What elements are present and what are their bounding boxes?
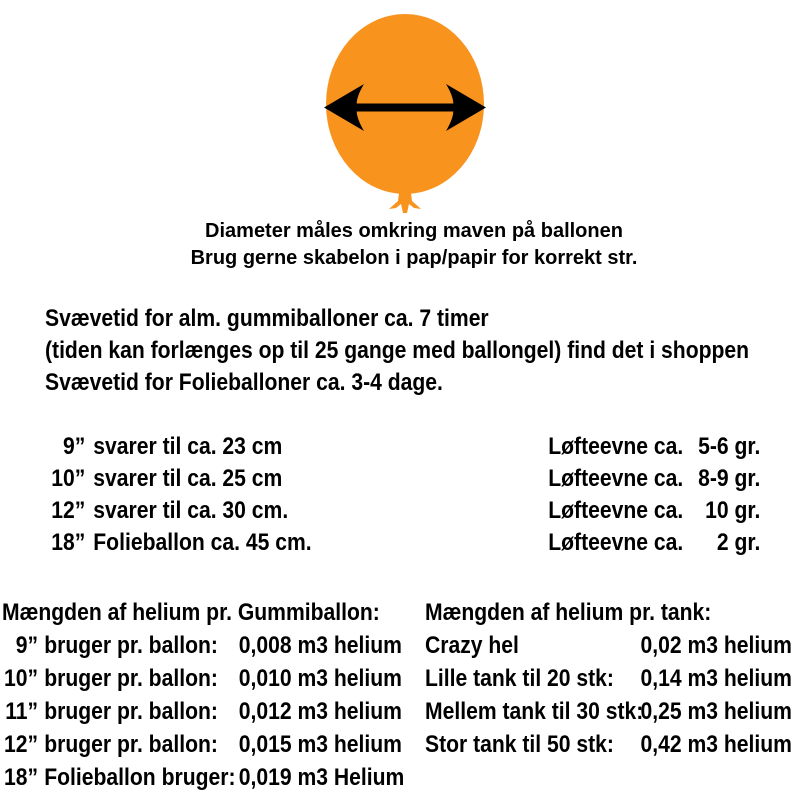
helium-amount: 0,019 m3 Helium: [238, 764, 405, 791]
helium-balloon-row: [2, 695, 416, 728]
float-time-line-3: Svævetid for Folieballoner ca. 3-4 dage.: [45, 369, 443, 396]
balloon-size: 18”: [4, 764, 39, 791]
helium-amount: 0,14 m3 helium: [640, 665, 792, 692]
tank-label: Lille tank til 20 stk:: [425, 665, 614, 692]
tank-label: Stor tank til 50 stk:: [425, 731, 614, 758]
balloon-figure: [322, 6, 488, 214]
size-row: [0, 431, 800, 463]
balloon-size: 11”: [5, 698, 39, 725]
lift-grams: 8-9 gr.: [698, 465, 761, 492]
lift-label: Løfteevne ca.: [548, 465, 684, 492]
balloon-label: bruger pr. ballon:: [44, 632, 218, 659]
helium-tank-row: [425, 728, 792, 761]
caption-line-1: Diameter måles omkring maven på ballonen: [205, 220, 623, 242]
helium-per-balloon-list: [2, 596, 416, 794]
balloon-size: 12”: [4, 731, 39, 758]
helium-tank-row: [425, 629, 792, 662]
helium-tank-row: [425, 695, 792, 728]
size-row: [0, 463, 800, 495]
size-row: [0, 495, 800, 527]
helium-balloon-row: [2, 629, 416, 662]
helium-tank-row: [425, 662, 792, 695]
balloon-label: bruger pr. ballon:: [44, 665, 218, 692]
helium-balloon-row: [2, 728, 416, 761]
helium-amount: 0,02 m3 helium: [640, 632, 792, 659]
helium-per-tank-title: Mængden af helium pr. tank:: [425, 599, 712, 626]
size-desc: Folieballon ca. 45 cm.: [93, 529, 312, 556]
helium-balloon-row: [2, 662, 416, 695]
lift-grams: 2 gr.: [716, 529, 761, 556]
lift-grams: 5-6 gr.: [698, 433, 761, 460]
helium-per-balloon-title: Mængden af helium pr. Gummiballon:: [2, 599, 380, 626]
lift-label: Løfteevne ca.: [548, 497, 684, 524]
size-lift-table: [0, 431, 800, 559]
size-value: 9”: [63, 433, 86, 460]
size-value: 18”: [51, 529, 86, 556]
helium-per-tank-list: [425, 596, 792, 761]
helium-amount: 0,012 m3 helium: [238, 698, 402, 725]
balloon-knot: [389, 193, 421, 213]
helium-amount: 0,015 m3 helium: [238, 731, 402, 758]
balloon-with-diameter-arrow-icon: [322, 6, 488, 214]
balloon-size: 9”: [15, 632, 39, 659]
tank-label: Crazy hel: [425, 632, 519, 659]
size-value: 10”: [51, 465, 86, 492]
float-time-line-1: Svævetid for alm. gummiballoner ca. 7 timer: [45, 305, 489, 332]
float-time-note: [45, 303, 800, 399]
balloon-label: Folieballon bruger:: [44, 764, 236, 791]
tank-label: Mellem tank til 30 stk:: [425, 698, 644, 725]
size-desc: svarer til ca. 30 cm.: [93, 497, 289, 524]
float-time-line-2: (tiden kan forlænges op til 25 gange med ballongel) find det i shoppen: [45, 337, 750, 364]
size-desc: svarer til ca. 25 cm: [93, 465, 283, 492]
diameter-caption: [0, 218, 800, 272]
balloon-label: bruger pr. ballon:: [44, 698, 218, 725]
lift-label: Løfteevne ca.: [548, 529, 684, 556]
helium-amount: 0,42 m3 helium: [640, 731, 792, 758]
size-row: [0, 527, 800, 559]
lift-label: Løfteevne ca.: [548, 433, 684, 460]
helium-amount: 0,008 m3 helium: [238, 632, 402, 659]
lift-grams: 10 gr.: [705, 497, 761, 524]
balloon-size: 10”: [4, 665, 39, 692]
helium-amount: 0,010 m3 helium: [238, 665, 402, 692]
size-desc: svarer til ca. 23 cm: [93, 433, 283, 460]
size-value: 12”: [51, 497, 86, 524]
helium-amount: 0,25 m3 helium: [640, 698, 792, 725]
balloon-label: bruger pr. ballon:: [44, 731, 218, 758]
caption-line-2: Brug gerne skabelon i pap/papir for korrekt str.: [190, 247, 638, 269]
helium-balloon-row: [2, 761, 416, 794]
